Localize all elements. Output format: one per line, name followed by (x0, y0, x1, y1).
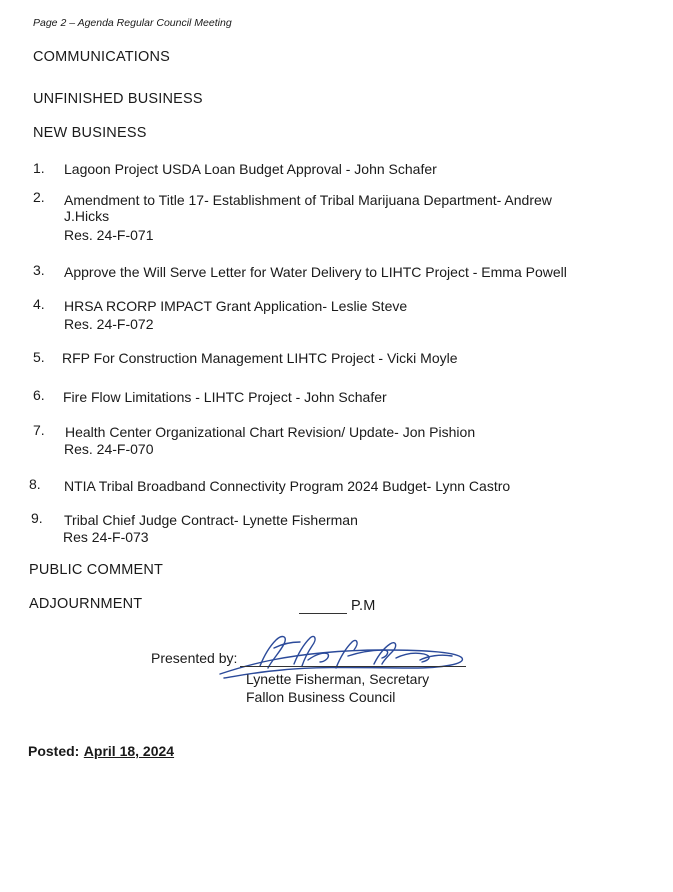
signer-organization: Fallon Business Council (246, 689, 396, 705)
resolution-number: Res. 24-F-071 (64, 227, 154, 243)
agenda-item-text-continued: J.Hicks (64, 208, 110, 224)
agenda-item-text: HRSA RCORP IMPACT Grant Application- Leslie Steve (64, 298, 408, 314)
page-header: Page 2 – Agenda Regular Council Meeting (33, 17, 232, 29)
item-number: 1. (33, 160, 45, 176)
posted-label: Posted: (28, 743, 80, 759)
item-number: 4. (33, 296, 45, 312)
item-number: 9. (31, 510, 43, 526)
agenda-item-text: RFP For Construction Management LIHTC Project - Vicki Moyle (62, 350, 458, 366)
resolution-number: Res. 24-F-070 (64, 441, 154, 457)
section-public-comment: PUBLIC COMMENT (29, 562, 164, 578)
item-number: 8. (29, 476, 41, 492)
item-number: 2. (33, 189, 45, 205)
agenda-item-text: Tribal Chief Judge Contract- Lynette Fisherman (64, 512, 358, 528)
section-communications: COMMUNICATIONS (33, 49, 171, 65)
signer-name: Lynette Fisherman, Secretary (246, 671, 430, 687)
agenda-item-text: Lagoon Project USDA Loan Budget Approval - John Schafer (64, 161, 437, 177)
section-new-business: NEW BUSINESS (33, 125, 147, 141)
item-number: 7. (33, 422, 45, 438)
resolution-number: Res. 24-F-072 (64, 316, 154, 332)
resolution-number: Res 24-F-073 (63, 529, 149, 545)
item-number: 5. (33, 349, 45, 365)
adjournment-pm: P.M (351, 598, 376, 614)
item-number: 6. (33, 387, 45, 403)
section-unfinished-business: UNFINISHED BUSINESS (33, 91, 203, 107)
signature-line (240, 666, 466, 667)
agenda-item-text: NTIA Tribal Broadband Connectivity Program 2024 Budget- Lynn Castro (64, 478, 511, 494)
agenda-item-text: Health Center Organizational Chart Revision/ Update- Jon Pishion (65, 424, 476, 440)
blank-line (299, 599, 347, 614)
posted-line (28, 743, 174, 761)
agenda-item-text: Amendment to Title 17- Establishment of Tribal Marijuana Department- Andrew (64, 192, 552, 208)
adjournment-time-blank (299, 599, 347, 619)
section-adjournment: ADJOURNMENT (29, 596, 143, 612)
posted-date: April 18, 2024 (83, 743, 175, 759)
agenda-item-text: Fire Flow Limitations - LIHTC Project - John Schafer (63, 389, 387, 405)
item-number: 3. (33, 262, 45, 278)
agenda-item-text: Approve the Will Serve Letter for Water Delivery to LIHTC Project - Emma Powell (64, 264, 567, 280)
presented-by-label: Presented by: (151, 650, 238, 666)
